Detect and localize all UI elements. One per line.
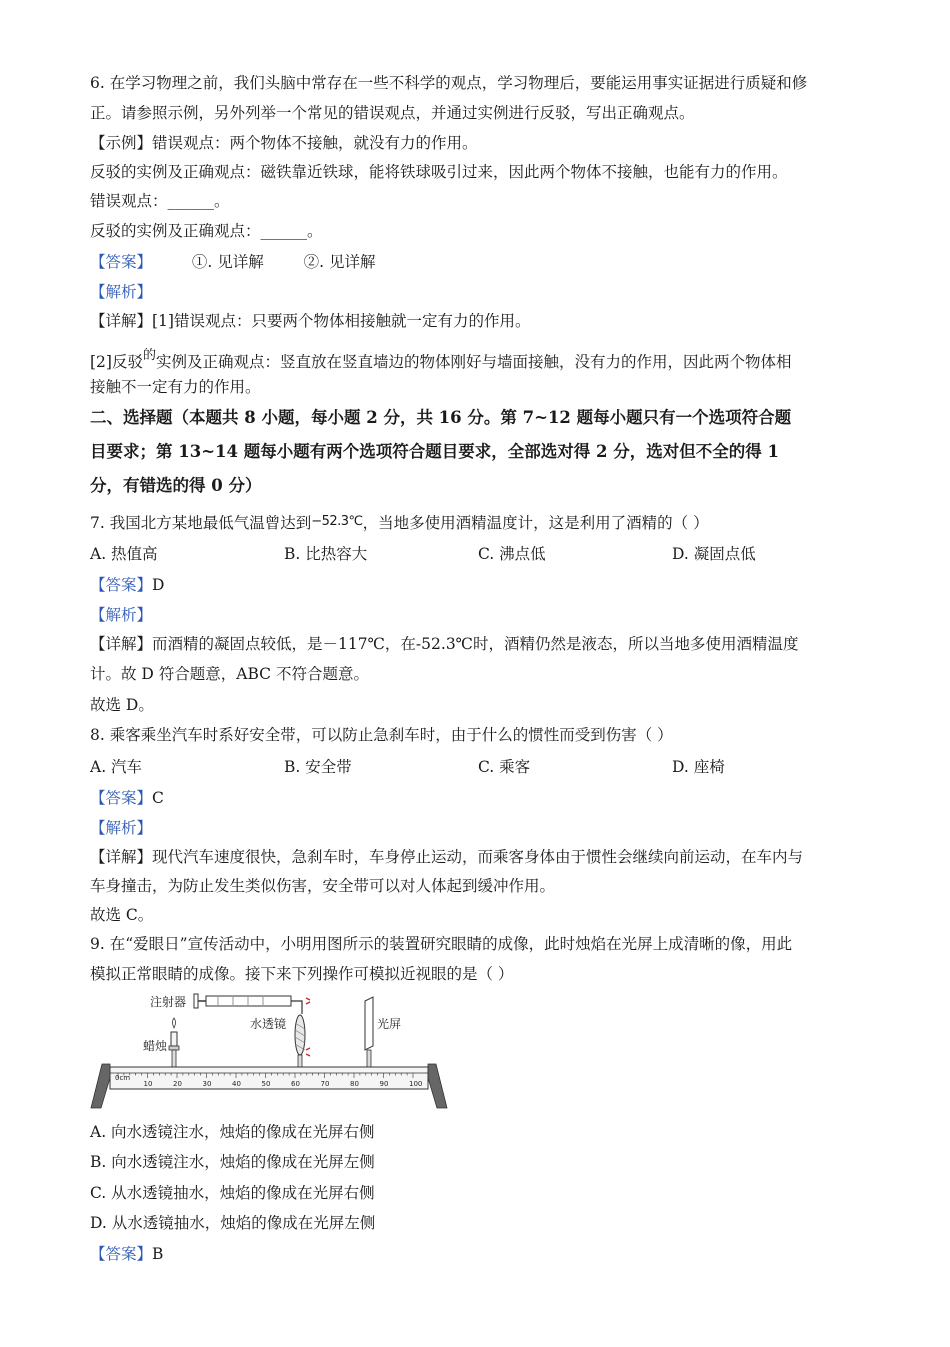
answer-value: C	[152, 789, 164, 807]
ruler-tick-label: 10	[143, 1080, 153, 1088]
detail-2-end: 实例及正确观点：竖直放在竖直墙边的物体刚好与墙面接触，没有力的作用，因此两个物体相	[155, 353, 792, 371]
q7-option-a: A. 热值高	[90, 545, 158, 563]
q7-stem-start: 7. 我国北方某地最低气温曾达到	[90, 514, 312, 532]
q7-detail-1: 【详解】而酒精的凝固点较低，是－117℃，在-52.3℃时，酒精仍然是液态，所以当地多使用酒精温度	[90, 635, 799, 653]
answer-tag: 【答案】	[90, 253, 153, 271]
q6-blank-1: 错误观点：______。	[90, 192, 230, 210]
q6-answer	[90, 252, 375, 272]
q9-option-c: C. 从水透镜抽水，烛焰的像成在光屏右侧	[90, 1184, 375, 1202]
detail-2-start: [2]反驳	[90, 353, 143, 371]
example-text: 错误观点：两个物体不接触，就没有力的作用。	[152, 134, 478, 152]
ruler-tick-label: 40	[232, 1080, 241, 1088]
q7-conclusion: 故选 D。	[90, 696, 154, 714]
example-tag: 【示例】	[90, 134, 153, 152]
q6-detail-1: 【详解】[1]错误观点：只要两个物体相接触就一定有力的作用。	[90, 312, 531, 330]
q6-stem-line2: 正。请参照示例，另外列举一个常见的错误观点，并通过实例进行反驳，写出正确观点。	[90, 104, 695, 122]
ruler-tick-label: 20	[173, 1080, 182, 1088]
q8-option-b: B. 安全带	[284, 758, 352, 776]
q7-option-c: C. 沸点低	[478, 545, 546, 563]
section2-heading-line1: 二、选择题（本题共 8 小题，每小题 2 分，共 16 分。第 7~12 题每小题只有一个选项符合题	[90, 408, 792, 427]
answer-tag: 【答案】	[90, 1245, 153, 1263]
q7-stem-end: ，当地多使用酒精温度计，这是利用了酒精的（ ）	[362, 514, 709, 532]
candle-label: 蜡烛	[143, 1039, 168, 1053]
q8-option-a: A. 汽车	[90, 758, 143, 776]
q6-detail-3: 接触不一定有力的作用。	[90, 378, 261, 396]
answer-tag: 【答案】	[90, 576, 153, 594]
answer-part-2: ②. 见详解	[303, 253, 376, 271]
q6-stem-line1: 6. 在学习物理之前，我们头脑中常存在一些不科学的观点，学习物理后，要能运用事实证据进行质疑和修	[90, 74, 808, 92]
q8-option-c: C. 乘客	[478, 758, 531, 776]
q7-answer	[90, 575, 164, 595]
answer-part-1: ①. 见详解	[191, 253, 264, 271]
q7-analysis-tag: 【解析】	[90, 606, 153, 624]
q7-stem	[90, 512, 709, 533]
q9-option-d: D. 从水透镜抽水，烛焰的像成在光屏左侧	[90, 1214, 376, 1232]
q8-detail-2: 车身撞击，为防止发生类似伤害，安全带可以对人体起到缓冲作用。	[90, 877, 556, 895]
optical-bench	[91, 1064, 447, 1108]
detail-2-small: 的	[142, 348, 156, 363]
answer-tag: 【答案】	[90, 789, 153, 807]
q6-example	[90, 133, 478, 153]
ruler-tick-label: 70	[320, 1080, 330, 1088]
q8-option-d: D. 座椅	[672, 758, 725, 776]
q8-conclusion: 故选 C。	[90, 906, 154, 924]
q6-rebut-example: 反驳的实例及正确观点：磁铁靠近铁球，能将铁球吸引过来，因此两个物体不接触，也能有力的作用。	[90, 163, 788, 181]
q8-stem: 8. 乘客乘坐汽车时系好安全带，可以防止急刹车时，由于什么的惯性而受到伤害（ ）	[90, 726, 673, 744]
ruler-tick-label: 100	[409, 1080, 423, 1088]
q9-option-a: A. 向水透镜注水，烛焰的像成在光屏右侧	[90, 1123, 375, 1141]
q7-temperature: −52.3℃	[311, 514, 363, 529]
answer-value: D	[152, 576, 165, 594]
syringe-icon	[194, 994, 310, 1014]
q7-detail-2: 计。故 D 符合题意，ABC 不符合题意。	[90, 665, 369, 683]
q9-stem-line2: 模拟正常眼睛的成像。接下来下列操作可模拟近视眼的是（ ）	[90, 965, 514, 983]
ruler-tick-label: 50	[261, 1080, 271, 1088]
section2-heading-line2: 目要求；第 13~14 题每小题有两个选项符合题目要求，全部选对得 2 分，选对但不全的得 1	[90, 442, 779, 461]
optical-bench-figure	[88, 988, 450, 1110]
q8-detail-1: 【详解】现代汽车速度很快，急刹车时，车身停止运动，而乘客身体由于惯性会继续向前运动，在车内与	[90, 848, 804, 866]
lens-label: 水透镜	[250, 1017, 287, 1031]
ruler-unit-label: 0cm	[115, 1074, 131, 1082]
q8-analysis-tag: 【解析】	[90, 819, 153, 837]
q7-option-d: D. 凝固点低	[672, 545, 756, 563]
q9-option-b: B. 向水透镜注水，烛焰的像成在光屏左侧	[90, 1153, 375, 1171]
water-lens-icon	[295, 1015, 310, 1067]
ruler-tick-label: 30	[202, 1080, 212, 1088]
q9-answer	[90, 1244, 163, 1264]
q6-detail-2	[90, 346, 792, 372]
q8-answer	[90, 788, 164, 808]
q6-analysis-tag: 【解析】	[90, 283, 153, 301]
candle-icon	[169, 1018, 179, 1067]
q9-stem-line1: 9. 在“爱眼日”宣传活动中，小明用图所示的装置研究眼睛的成像，此时烛焰在光屏上成清晰的像，用此	[90, 935, 793, 953]
ruler-tick-label: 60	[291, 1080, 300, 1088]
ruler-tick-label: 90	[379, 1080, 389, 1088]
syringe-label: 注射器	[150, 995, 187, 1009]
screen-icon	[365, 997, 373, 1067]
answer-value: B	[152, 1245, 164, 1263]
q7-option-b: B. 比热容大	[284, 545, 368, 563]
ruler-tick-label: 80	[350, 1080, 359, 1088]
q6-blank-2: 反驳的实例及正确观点：______。	[90, 222, 323, 240]
section2-heading-line3: 分，有错选的得 0 分）	[90, 476, 262, 495]
screen-label: 光屏	[377, 1017, 402, 1031]
